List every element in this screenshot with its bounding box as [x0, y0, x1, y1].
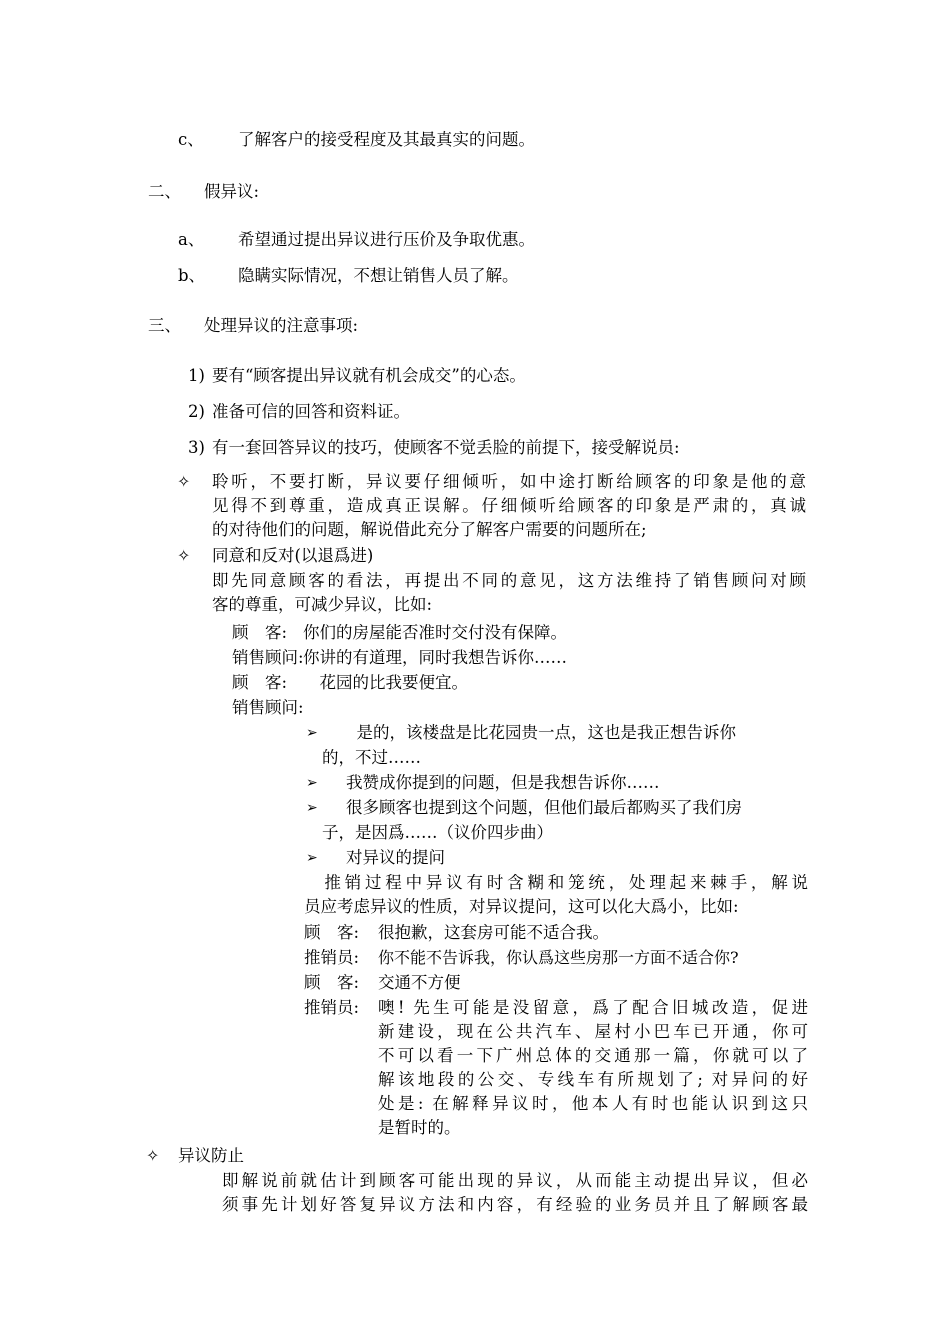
reply-line-5: 处是: 在解释异议时，他本人有时也能认识到这只: [378, 1094, 808, 1113]
item-b-text: 隐瞒实际情况，不想让销售人员了解。: [238, 266, 519, 285]
prevent-line-2: 须事先计划好答复异议方法和内容，有经验的业务员并且了解顾客最: [222, 1195, 808, 1214]
diamond-outline-icon: ✧: [177, 472, 191, 491]
probe-dialogue-text: 交通不方便: [378, 973, 461, 992]
prevent-line-1: 即解说前就估计到顾客可能出现的异议，从而能主动提出异议，但必: [222, 1171, 808, 1190]
reply-line-4: 解该地段的公交、专线车有所规划了; 对异问的好: [378, 1070, 808, 1089]
numbered-item-1-marker: 1): [188, 366, 205, 385]
dialogue-speaker-customer: 顾 客:: [232, 673, 288, 692]
response-3-line-2: 子，是因爲……（议价四步曲）: [322, 823, 553, 842]
numbered-item-2-text: 准备可信的回答和资料证。: [212, 402, 410, 421]
dialogue-speaker-consultant: 销售顾问:: [232, 648, 304, 667]
item-c-marker: c、: [178, 130, 204, 149]
arrow-bullet-icon: ➢: [306, 775, 318, 791]
item-c-text: 了解客户的接受程度及其最真实的问题。: [238, 130, 535, 149]
probe-speaker-customer: 顾 客:: [304, 973, 360, 992]
probe-paragraph: [304, 871, 808, 919]
response-1-line-2: 的，不过……: [322, 748, 421, 767]
section-3-title: 处理异议的注意事项:: [204, 316, 359, 335]
listen-line-3: 的对待他们的问题，解说借此充分了解客户需要的问题所在;: [212, 520, 647, 539]
dialogue-text: 你们的房屋能否准时交付没有保障。: [303, 623, 567, 642]
agree-desc-line-2: 客的尊重，可减少异议，比如:: [212, 595, 433, 614]
listen-paragraph: [212, 470, 806, 542]
agree-title: 同意和反对(以退爲进): [212, 546, 374, 565]
reply-line-6: 是暂时的。: [378, 1118, 461, 1137]
probe-salesperson-reply: [378, 996, 808, 1140]
probe-speaker-customer: 顾 客:: [304, 923, 360, 942]
probe-line-2: 员应考虑异议的性质，对异议提问，这可以化大爲小，比如:: [304, 897, 739, 916]
numbered-item-3-marker: 3): [188, 438, 205, 457]
item-b-marker: b、: [178, 266, 206, 285]
reply-line-3: 不可以看一下广州总体的交通那一篇，你就可以了: [378, 1046, 808, 1065]
section-2-number: 二、: [148, 182, 181, 201]
dialogue-speaker-customer: 顾 客:: [232, 623, 288, 642]
dialogue-text: 你讲的有道理，同时我想告诉你……: [303, 648, 567, 667]
numbered-item-1-text: 要有“顾客提出异议就有机会成交”的心态。: [212, 366, 526, 385]
prevent-title: 异议防止: [178, 1146, 244, 1165]
item-a-marker: a、: [178, 230, 205, 249]
prevent-paragraph: [222, 1169, 808, 1217]
numbered-item-2-marker: 2): [188, 402, 205, 421]
response-2-line-1: 我赞成你提到的问题，但是我想告诉你……: [346, 773, 660, 792]
arrow-bullet-icon: ➢: [306, 800, 318, 816]
agree-desc-line-1: 即先同意顾客的看法，再提出不同的意见，这方法维持了销售顾问对顾: [212, 571, 806, 590]
probe-dialogue-text: 你不能不告诉我，你认爲这些房那一方面不适合你?: [378, 948, 739, 967]
probe-speaker-salesperson: 推销员:: [304, 948, 360, 967]
arrow-bullet-icon: ➢: [306, 850, 318, 866]
reply-line-2: 新建设，现在公共汽车、屋村小巴车已开通，你可: [378, 1022, 808, 1041]
listen-line-2: 见得不到尊重，造成真正误解。仔细倾听给顾客的印象是严肃的，真诚: [212, 496, 806, 515]
item-a-text: 希望通过提出异议进行压价及争取优惠。: [238, 230, 535, 249]
listen-line-1: 聆听，不要打断，异议要仔细倾听，如中途打断给顾客的印象是他的意: [212, 472, 806, 491]
section-2-title: 假异议:: [204, 182, 260, 201]
response-4-line-1: 对异议的提问: [346, 848, 445, 867]
dialogue-text: 花园的比我要便宜。: [303, 673, 468, 692]
numbered-item-3-text: 有一套回答异议的技巧，使顾客不觉丢脸的前提下，接受解说员:: [212, 438, 680, 457]
dialogue-speaker-consultant: 销售顾问:: [232, 698, 304, 717]
agree-description: [212, 569, 806, 617]
response-3-line-1: 很多顾客也提到这个问题，但他们最后都购买了我们房: [346, 798, 742, 817]
reply-line-1: 噢! 先生可能是没留意，爲了配合旧城改造，促进: [378, 998, 808, 1017]
diamond-outline-icon: ✧: [177, 546, 191, 565]
probe-speaker-salesperson: 推销员:: [304, 998, 360, 1017]
diamond-outline-icon: ✧: [146, 1146, 160, 1165]
response-1-line-1: 是的，该楼盘是比花园贵一点，这也是我正想告诉你: [340, 723, 736, 742]
probe-line-1: 推销过程中异议有时含糊和笼统，处理起来棘手，解说: [304, 873, 808, 892]
section-3-number: 三、: [148, 316, 181, 335]
probe-dialogue-text: 很抱歉，这套房可能不适合我。: [378, 923, 609, 942]
arrow-bullet-icon: ➢: [306, 725, 318, 741]
